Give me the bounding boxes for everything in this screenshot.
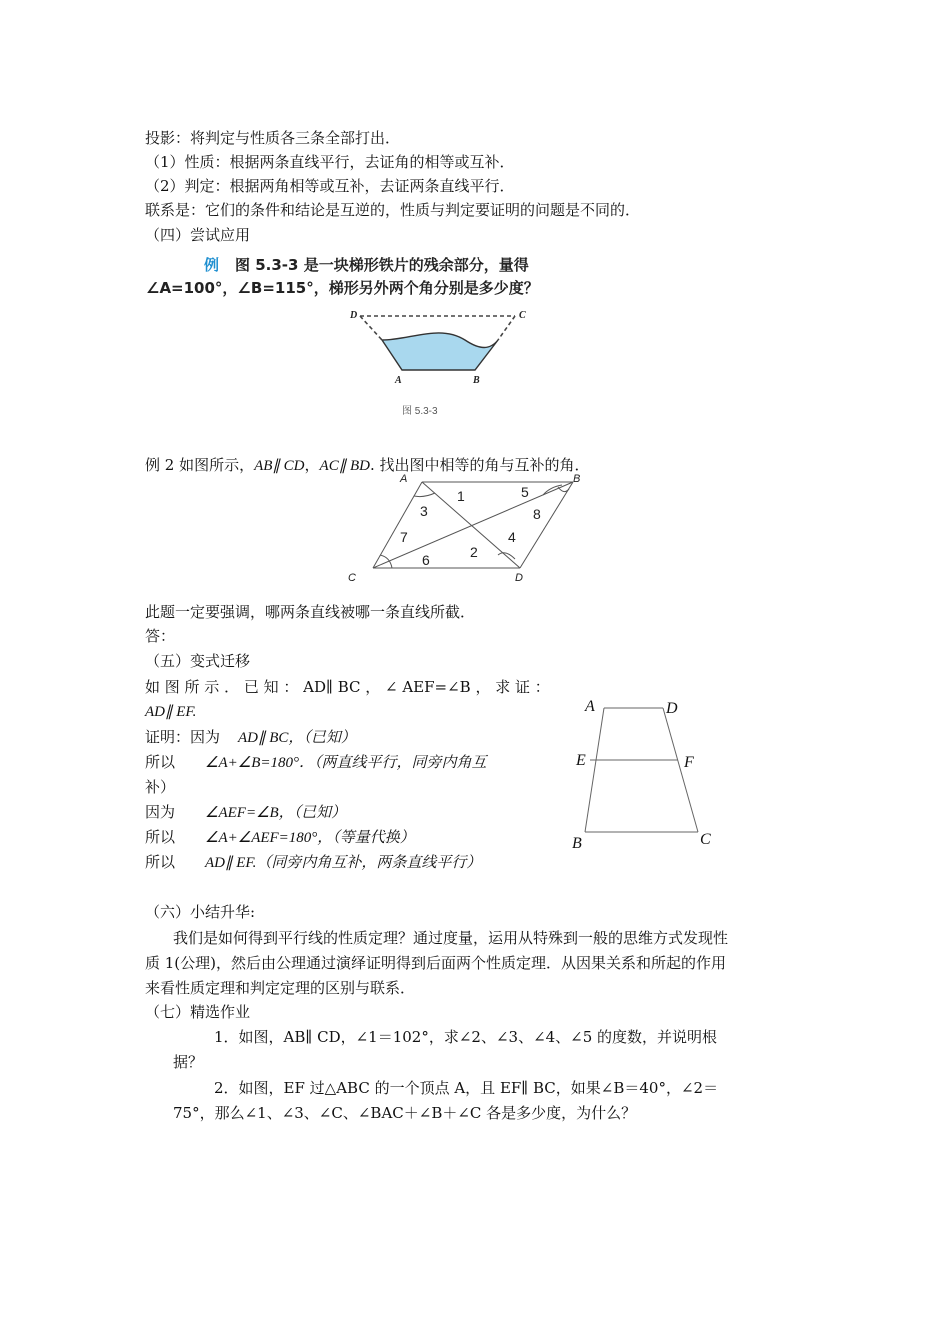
given-line-2: AD∥ EF. [145,704,197,720]
fig1-label-d: D [350,310,358,321]
segment-ab [585,708,604,832]
section-heading-homework: （七）精选作业 [145,1003,251,1021]
fig3-label-c: C [700,831,711,848]
angle-label-6: 6 [422,552,430,568]
section-heading-summary: （六）小结升华: [145,903,256,921]
proof-step-5: AD∥ EF.（同旁内角互补，两条直线平行） [205,855,482,871]
angle-label-5: 5 [521,484,529,500]
relation-text: 联系是：它们的条件和结论是互逆的，性质与判定要证明的问题是不同的． [145,201,641,219]
angle-label-7: 7 [400,529,408,545]
iron-sheet-shape [382,333,498,370]
fig1-label-c: C [519,310,526,321]
fig2-label-b: B [573,473,581,485]
fig2-label-a: A [400,473,408,485]
fig2-label-d: D [515,572,523,584]
extension-line-left [360,316,382,340]
parallelogram-figure [340,465,600,590]
fig1-label-b: B [473,375,480,386]
angle-label-2: 2 [470,544,478,560]
summary-line-3: 来看性质定理和判定定理的区别与联系． [145,979,416,997]
property-item: （1）性质：根据两条直线平行，去证角的相等或互补． [145,153,515,171]
homework-2-line-1: 2．如图，EF 过△ABC 的一个顶点 A，且 EF∥ BC，如果∠B＝40°，∠2＝ [214,1079,719,1097]
proof-step-1: AD∥ BC，（已知） [238,730,356,746]
criterion-item: （2）判定：根据两角相等或互补，去证两条直线平行． [145,177,515,195]
proof-step-1-label: 证明：因为 [145,728,221,746]
answer-label: 答： [145,627,176,645]
fig1-caption: 图 5.3-3 [402,406,438,417]
fig2-label-c: C [348,572,356,584]
section-heading-try: （四）尝试应用 [145,226,251,244]
fig3-label-a: A [585,698,595,715]
fig3-label-d: D [666,700,678,717]
trapezoid-proof-figure [570,690,720,860]
angle-label-1: 1 [457,488,465,504]
condition-ac-bd: AC∥ BD [319,458,370,474]
angle-label-4: 4 [508,529,516,545]
proof-step-4-label: 所以 [145,828,176,846]
homework-1-line-2: 据？ [173,1053,204,1071]
proof-step-2-cont: 补） [145,778,176,796]
fig3-label-f: F [684,754,694,771]
proof-step-3-label: 因为 [145,803,176,821]
fig1-label-a: A [395,375,402,386]
proof-step-3: ∠AEF=∠B，（已知） [205,805,347,821]
emphasis-text: 此题一定要强调，哪两条直线被哪一条直线所截． [145,603,476,621]
proof-step-2: ∠A+∠B=180°．（两直线平行，同旁内角互 [205,755,487,771]
homework-1-line-1: 1．如图，AB∥ CD，∠1＝102°，求∠2、∠3、∠4、∠5 的度数，并说明根 [214,1028,718,1046]
example-box [146,254,706,300]
proof-step-2-label: 所以 [145,753,176,771]
trapezoid-figure [340,300,540,426]
condition-ab-cd: AB∥ CD [254,458,305,474]
section-heading-variation: （五）变式迁移 [145,652,251,670]
angle-label-3: 3 [420,503,428,519]
fig3-label-e: E [576,752,586,769]
example-line-2: ∠A=100°，∠B=115°，梯形另外两个角分别是多少度？ [146,279,539,297]
projection-intro: 投影：将判定与性质各三条全部打出． [145,129,401,147]
angle-arc-c [380,555,392,568]
angle-arc-a [414,493,435,497]
proof-step-5-label: 所以 [145,853,176,871]
given-line-1: 如 图 所 示 ． 已 知 ： AD∥ BC ， ∠ AEF=∠B ， 求 证 ： [145,678,550,696]
proof-step-4: ∠A+∠AEF=180°，（等量代换） [205,830,415,846]
example-line-1: 图 5.3-3 是一块梯形铁片的残余部分，量得 [235,256,529,274]
angle-label-8: 8 [533,506,541,522]
example-2-statement: 例 2 如图所示，AB∥ CD，AC∥ BD. 找出图中相等的角与互补的角． [145,456,590,474]
homework-2-line-2: 75°，那么∠1、∠3、∠C、∠BAC＋∠B＋∠C 各是多少度，为什么？ [173,1104,637,1122]
example-badge: 例 [204,256,220,274]
summary-line-1: 我们是如何得到平行线的性质定理？通过度量，运用从特殊到一般的思维方式发现性 [173,929,729,947]
summary-line-2: 质 1(公理)，然后由公理通过演绎证明得到后面两个性质定理．从因果关系和所起的作用 [145,954,727,972]
fig3-label-b: B [572,835,582,852]
extension-line-right [498,316,515,340]
